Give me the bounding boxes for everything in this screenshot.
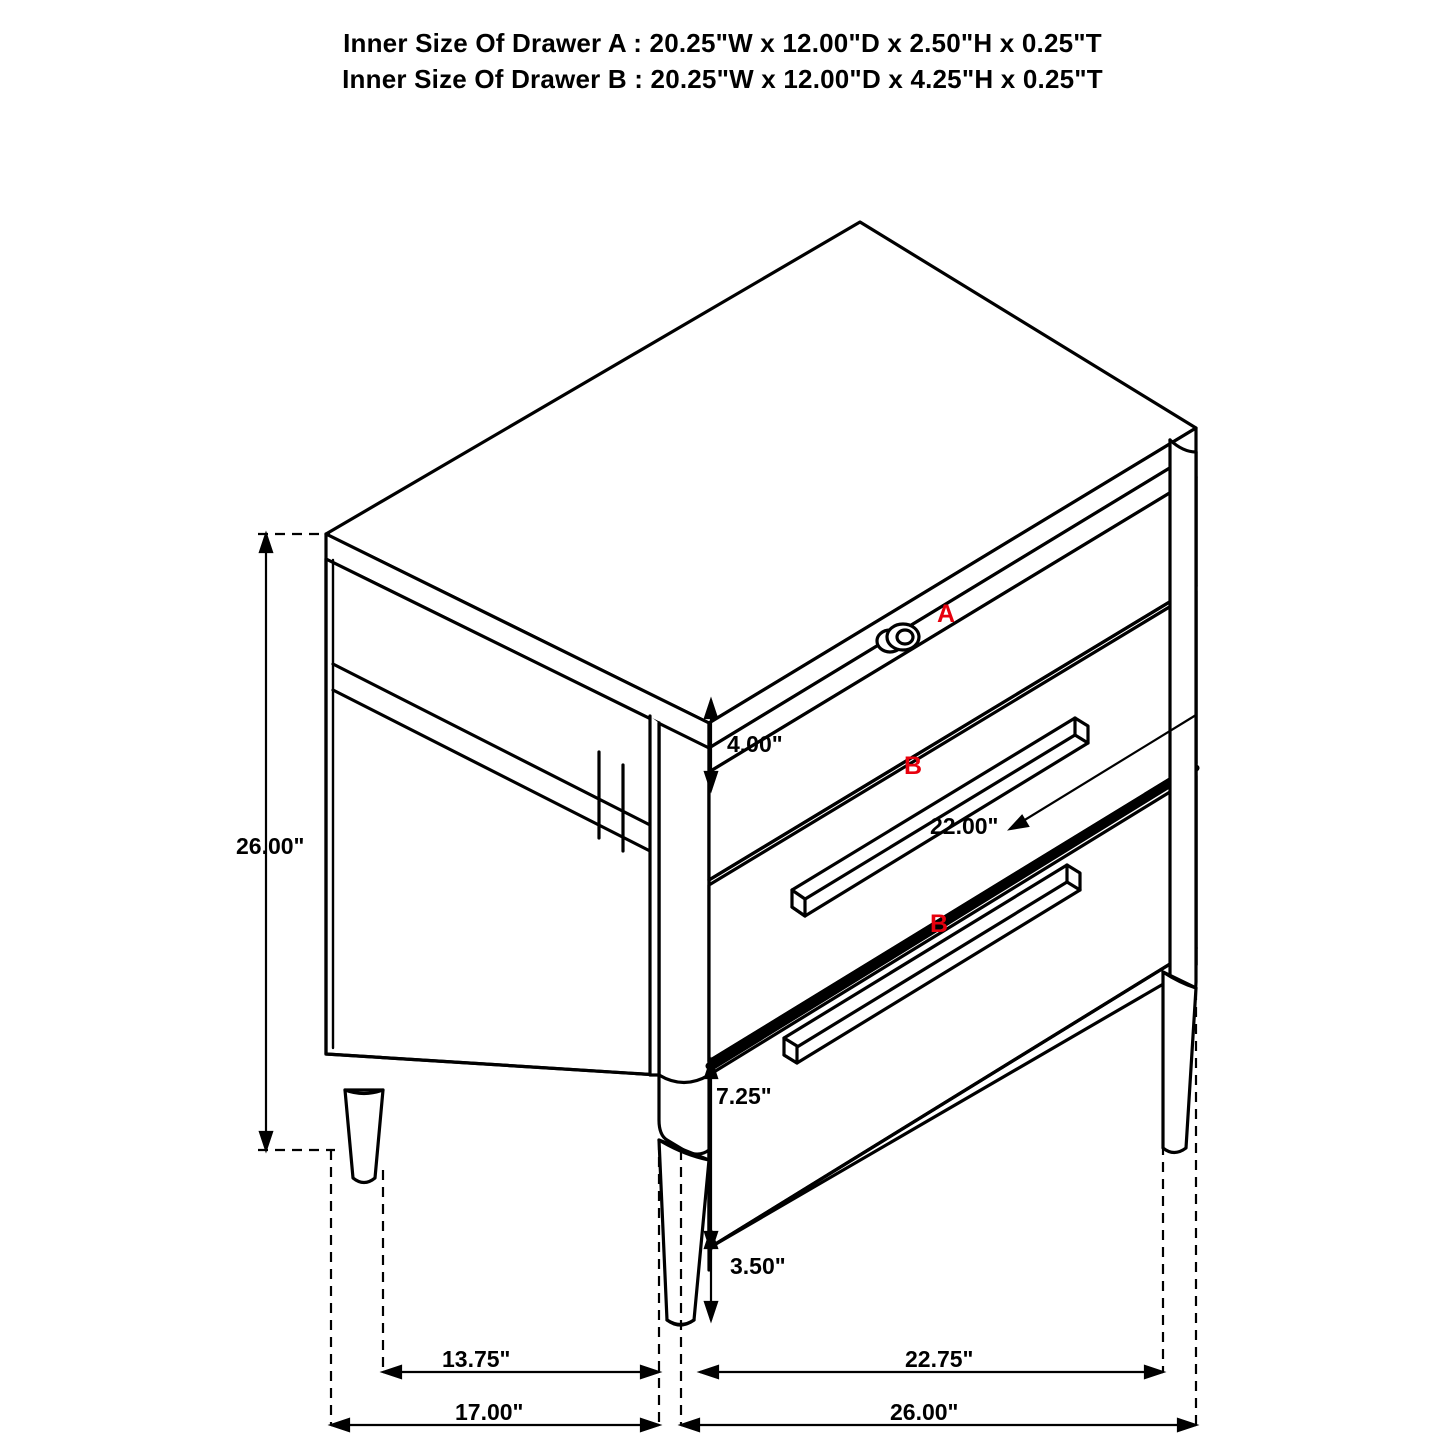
dim-label-leg-height: 3.50" xyxy=(730,1253,786,1279)
dim-label-width-inner: 22.75" xyxy=(905,1346,974,1372)
dim-depth-inner xyxy=(383,1366,659,1378)
tapered-leg-right xyxy=(1163,972,1196,1153)
drawer-a-spec-text: Inner Size Of Drawer A : 20.25"W x 12.00"D x 2.50"H x 0.25"T xyxy=(343,28,1102,58)
drawer-b-spec-text: Inner Size Of Drawer B : 20.25"W x 12.00"D x 4.25"H x 0.25"T xyxy=(342,64,1103,94)
drawer-a-tag: A xyxy=(937,600,956,628)
dim-label-drawer-a-height: 4.00" xyxy=(727,731,783,757)
dim-leg-height xyxy=(705,1230,717,1320)
dim-label-width-total: 26.00" xyxy=(890,1399,959,1425)
drawer-b-middle-tag: B xyxy=(904,752,923,780)
leg-left-front-post xyxy=(650,716,659,1075)
tapered-leg-left xyxy=(345,1090,383,1183)
dim-label-drawer-b-height: 7.25" xyxy=(716,1083,772,1109)
dim-label-drawer-width: 22.00" xyxy=(930,813,999,839)
dim-label-depth-total: 17.00" xyxy=(455,1399,524,1425)
dim-label-depth-inner: 13.75" xyxy=(442,1346,511,1372)
dim-label-total-height: 26.00" xyxy=(236,833,305,859)
drawer-b-bottom-tag: B xyxy=(930,910,949,938)
tapered-leg-center xyxy=(659,1140,709,1325)
